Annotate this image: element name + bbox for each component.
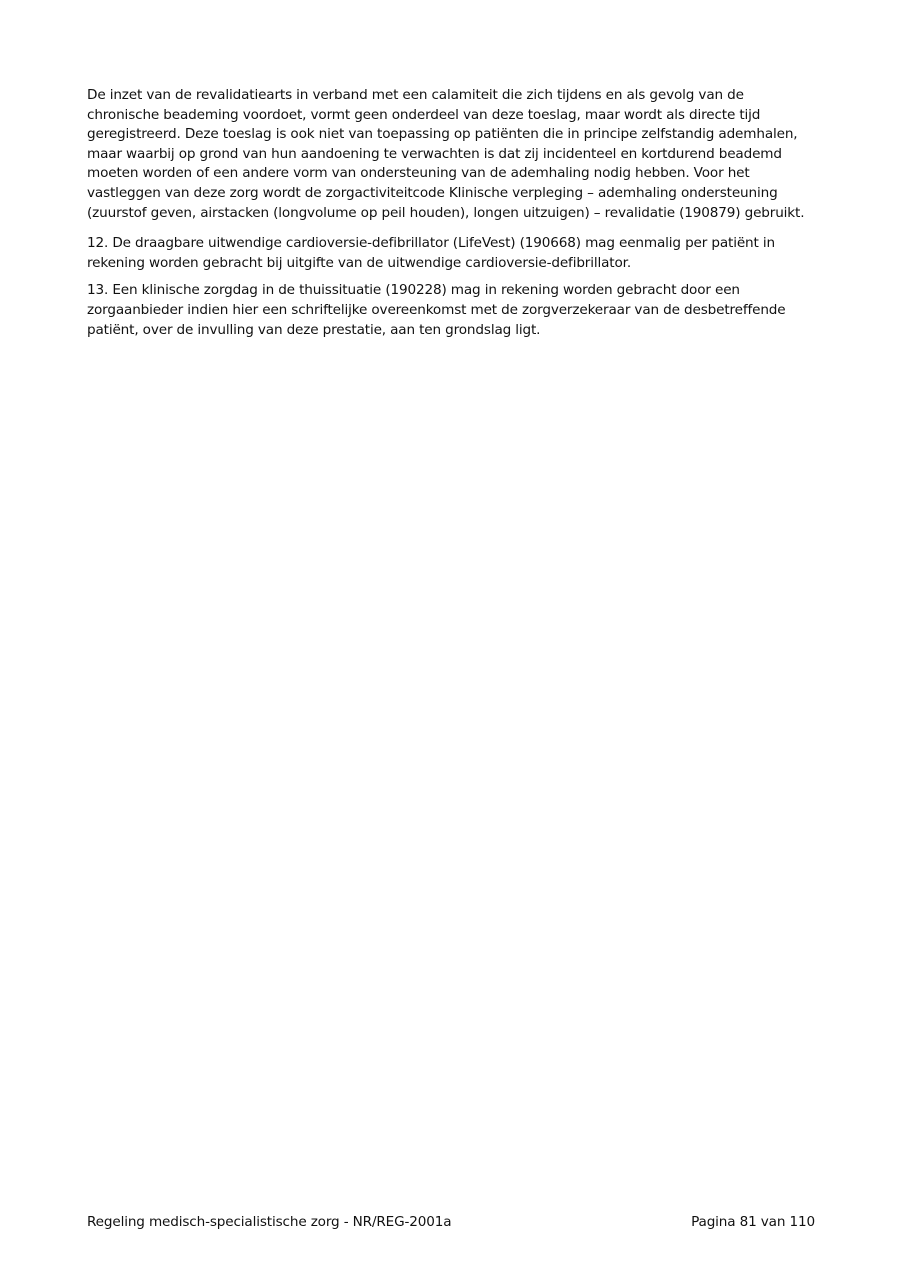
- text-line: 13. Een klinische zorgdag in de thuissituatie (190228) mag in rekening worden gebracht door een: [87, 282, 740, 299]
- text-line: maar waarbij op grond van hun aandoening te verwachten is dat zij incidenteel en kortdurend beademd: [87, 145, 782, 162]
- list-item-12: [87, 234, 827, 273]
- text-line: zorgaanbieder indien hier een schriftelijke overeenkomst met de zorgverzekeraar van de desbetreffende: [87, 301, 786, 318]
- text-line: De inzet van de revalidatiearts in verband met een calamiteit die zich tijdens en als gevolg van de: [87, 87, 744, 103]
- text-line: moeten worden of een andere vorm van ondersteuning van de ademhaling nodig hebben. Voor het: [87, 165, 750, 182]
- body-text: [87, 86, 827, 340]
- text-line: vastleggen van deze zorg wordt de zorgactiviteitcode Klinische verpleging – ademhaling ondersteuning: [87, 184, 778, 201]
- list-item-13: [87, 281, 827, 340]
- footer-page-number: Pagina 81 van 110: [691, 1214, 815, 1230]
- text-line: geregistreerd. Deze toeslag is ook niet van toepassing op patiënten die in principe zelfstandig ademhalen,: [87, 126, 798, 143]
- text-line: 12. De draagbare uitwendige cardioversie-defibrillator (LifeVest) (190668) mag eenmalig per patiënt in: [87, 235, 775, 252]
- paragraph-intro: [87, 86, 827, 223]
- text-line: patiënt, over de invulling van deze prestatie, aan ten grondslag ligt.: [87, 321, 541, 338]
- text-line: chronische beademing voordoet, vormt geen onderdeel van deze toeslag, maar wordt als directe tijd: [87, 106, 761, 123]
- text-line: (zuurstof geven, airstacken (longvolume op peil houden), longen uitzuigen) – revalidatie (190879) gebruikt.: [87, 204, 805, 221]
- text-line: rekening worden gebracht bij uitgifte van de uitwendige cardioversie-defibrillator.: [87, 254, 632, 271]
- footer-document-title: Regeling medisch-specialistische zorg - NR/REG-2001a: [87, 1214, 452, 1230]
